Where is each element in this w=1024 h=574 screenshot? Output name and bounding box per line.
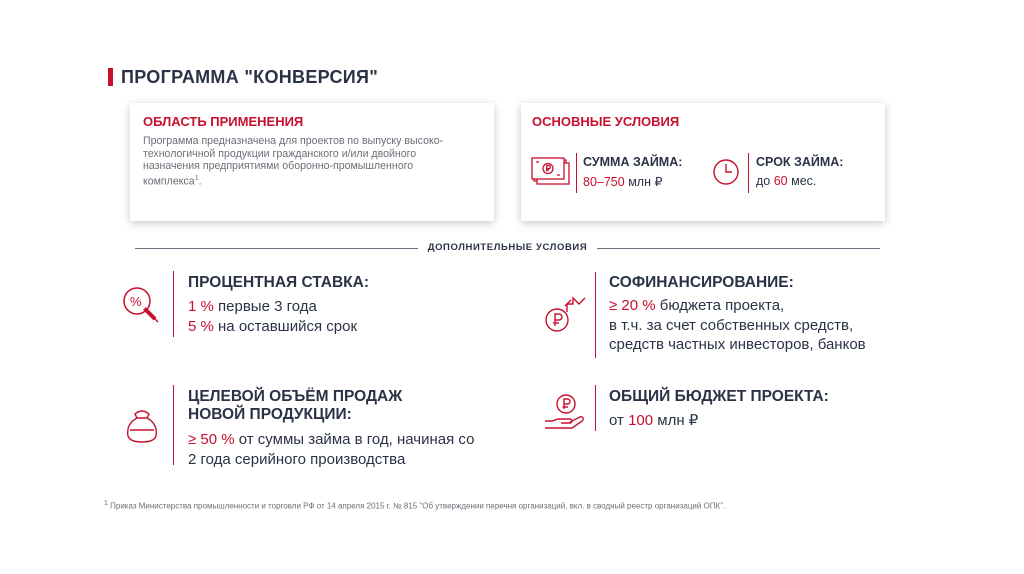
scope-description (143, 135, 488, 188)
percent-magnifier-icon (118, 282, 164, 328)
scope-line: назначения предприятиями оборонно-промышленного (143, 160, 414, 172)
svg-text:%: % (130, 294, 142, 309)
footnote-mark: 1 (104, 500, 108, 507)
loan-term-unit: мес. (787, 174, 817, 188)
additional-conditions-label: ДОПОЛНИТЕЛЬНЫЕ УСЛОВИЯ (427, 242, 588, 253)
money-icon (530, 156, 572, 190)
footnote (104, 500, 725, 511)
page-title: ПРОГРАММА "КОНВЕРСИЯ" (121, 67, 379, 87)
loan-amount-value (583, 174, 662, 189)
scope-line: комплекса (143, 175, 195, 188)
interest-line (188, 297, 317, 317)
budget-value (609, 411, 698, 431)
sales-share: ≥ 50 % (188, 431, 235, 448)
cofinancing-line (609, 296, 784, 316)
loan-term-prefix: до (756, 174, 774, 188)
scope-card (130, 103, 494, 221)
scope-line-last (143, 173, 488, 188)
cofinancing-heading: СОФИНАНСИРОВАНИЕ: (609, 274, 794, 291)
budget-divider (595, 385, 596, 431)
ruble-hand-icon (542, 391, 586, 433)
footnote-text: Приказ Министерства промышленности и торговли РФ от 14 апреля 2015 г. № 815 "Об утверждении перечня организаций, вкл. в сводный реестр организаций ОПК". (107, 501, 726, 511)
cofinancing-share: ≥ 20 % (609, 297, 656, 314)
money-bag-icon (122, 406, 162, 446)
loan-term-divider (748, 153, 749, 193)
loan-amount-number: 80–750 (583, 175, 625, 189)
interest-rate: 1 % (188, 298, 214, 315)
sales-heading-line-1: ЦЕЛЕВОЙ ОБЪЁМ ПРОДАЖ (188, 388, 403, 405)
loan-term-number: 60 (773, 174, 788, 188)
cofinancing-text: в т.ч. за счет собственных средств, (609, 317, 854, 334)
sales-line (188, 450, 405, 470)
loan-term-value (756, 174, 816, 188)
budget-heading: ОБЩИЙ БЮДЖЕТ ПРОЕКТА: (609, 388, 829, 405)
loan-amount-label: СУММА ЗАЙМА: (583, 155, 683, 169)
footnote-ref: 1 (194, 174, 199, 182)
budget-prefix: от (609, 412, 629, 429)
cofinancing-line (609, 316, 853, 336)
loan-amount-unit: млн ₽ (624, 175, 663, 189)
loan-term-label: СРОК ЗАЙМА: (756, 155, 844, 169)
budget-unit: млн ₽ (653, 412, 699, 429)
sales-text: 2 года серийного производства (188, 451, 406, 468)
conditions-card (521, 103, 885, 221)
interest-rate: 5 % (188, 318, 214, 335)
ruble-growth-icon (541, 292, 587, 338)
sales-text: от суммы займа в год, начиная со (234, 431, 475, 448)
clock-icon (711, 156, 741, 188)
conditions-heading: ОСНОВНЫЕ УСЛОВИЯ (532, 114, 680, 129)
cofinancing-divider (595, 272, 596, 358)
interest-rate-text: первые 3 года (213, 298, 317, 315)
scope-heading: ОБЛАСТЬ ПРИМЕНЕНИЯ (143, 114, 304, 129)
divider-line-right (597, 248, 880, 249)
title-accent-bar (108, 68, 113, 86)
interest-line (188, 317, 357, 337)
scope-line: технологичной продукции гражданского и/или двойного (143, 147, 417, 160)
budget-number: 100 (628, 412, 654, 429)
interest-heading: ПРОЦЕНТНАЯ СТАВКА: (188, 274, 369, 291)
cofinancing-text: бюджета проекта, (655, 297, 785, 314)
sales-line (188, 430, 474, 450)
cofinancing-text: средств частных инвесторов, банков (609, 336, 866, 353)
scope-line: Программа предназначена для проектов по выпуску высоко- (143, 135, 444, 147)
divider-line-left (135, 248, 418, 249)
sales-divider (173, 385, 174, 465)
interest-divider (173, 271, 174, 337)
interest-rate-text: на оставшийся срок (213, 318, 358, 335)
sales-heading-line-2: НОВОЙ ПРОДУКЦИИ: (188, 406, 352, 423)
cofinancing-line (609, 335, 866, 355)
scope-end-punct: . (198, 175, 202, 188)
loan-amount-divider (576, 153, 577, 193)
